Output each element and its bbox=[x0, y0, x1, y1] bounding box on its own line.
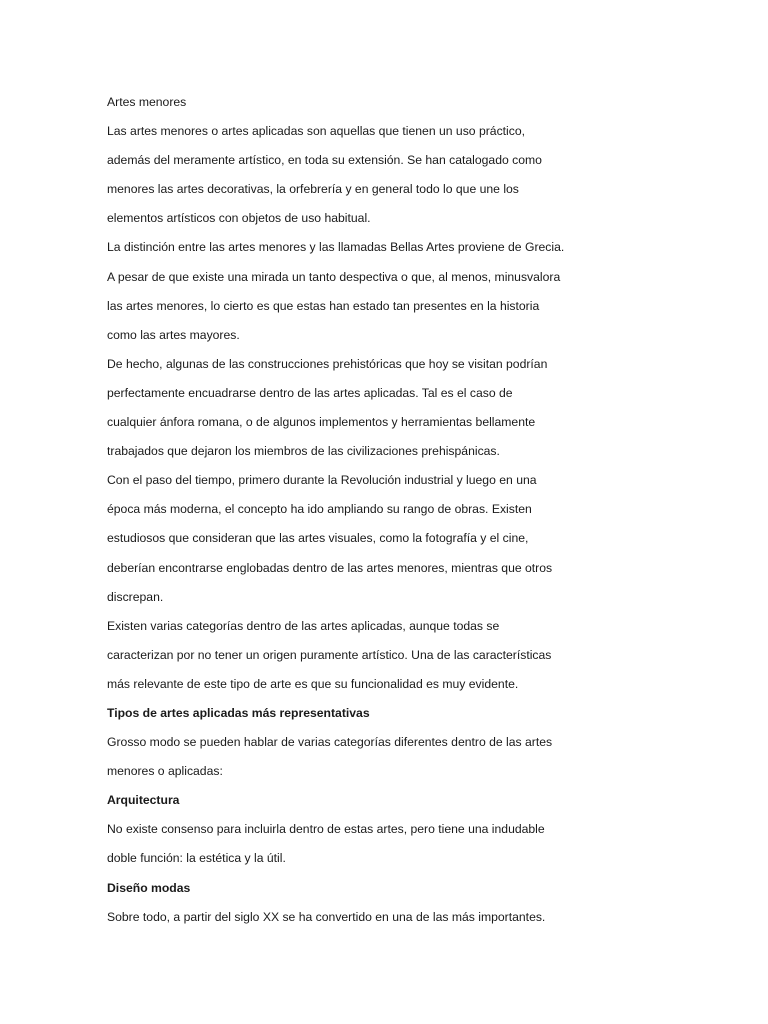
paragraph-line: Con el paso del tiempo, primero durante la Revolución industrial y luego en una bbox=[107, 473, 537, 488]
paragraph-line: más relevante de este tipo de arte es que su funcionalidad es muy evidente. bbox=[107, 676, 519, 691]
paragraph-line: caracterizan por no tener un origen puramente artístico. Una de las características bbox=[107, 647, 552, 662]
paragraph-line: deberían encontrarse englobadas dentro de las artes menores, mientras que otros bbox=[107, 560, 553, 575]
paragraph-line: De hecho, algunas de las construcciones prehistóricas que hoy se visitan podrían bbox=[107, 356, 548, 371]
paragraph-line: cualquier ánfora romana, o de algunos implementos y herramientas bellamente bbox=[107, 415, 536, 430]
paragraph-line: discrepan. bbox=[107, 589, 164, 604]
paragraph-line: como las artes mayores. bbox=[107, 327, 240, 342]
paragraph-line: A pesar de que existe una mirada un tanto despectiva o que, al menos, minusvalora bbox=[107, 269, 561, 284]
paragraph-line: además del meramente artístico, en toda su extensión. Se han catalogado como bbox=[107, 153, 542, 168]
paragraph-line: menores o aplicadas: bbox=[107, 764, 223, 779]
document-title: Artes menores bbox=[107, 95, 187, 109]
paragraph-line: No existe consenso para incluirla dentro de estas artes, pero tiene una indudable bbox=[107, 822, 545, 837]
paragraph-line: perfectamente encuadrarse dentro de las artes aplicadas. Tal es el caso de bbox=[107, 385, 513, 400]
paragraph-line: las artes menores, lo cierto es que estas han estado tan presentes en la historia bbox=[107, 298, 540, 313]
paragraph-line: doble función: la estética y la útil. bbox=[107, 851, 286, 866]
section-heading: Tipos de artes aplicadas más representativas bbox=[107, 705, 370, 720]
paragraph-line: época más moderna, el concepto ha ido ampliando su rango de obras. Existen bbox=[107, 502, 532, 517]
paragraph-line: Las artes menores o artes aplicadas son aquellas que tienen un uso práctico, bbox=[107, 124, 526, 139]
subheading-arquitectura: Arquitectura bbox=[107, 793, 180, 808]
paragraph-line: Grosso modo se pueden hablar de varias categorías diferentes dentro de las artes bbox=[107, 735, 553, 750]
paragraph-line: estudiosos que consideran que las artes visuales, como la fotografía y el cine, bbox=[107, 531, 529, 546]
paragraph-line: menores las artes decorativas, la orfebrería y en general todo lo que une los bbox=[107, 182, 519, 197]
subheading-diseno-modas: Diseño modas bbox=[107, 880, 191, 895]
document-page bbox=[107, 88, 577, 932]
paragraph-line: trabajados que dejaron los miembros de las civilizaciones prehispánicas. bbox=[107, 444, 500, 459]
paragraph-line: elementos artísticos con objetos de uso habitual. bbox=[107, 211, 371, 226]
paragraph-line: Existen varias categorías dentro de las artes aplicadas, aunque todas se bbox=[107, 618, 500, 633]
paragraph-line: La distinción entre las artes menores y las llamadas Bellas Artes proviene de Grecia. bbox=[107, 240, 565, 255]
paragraph-line: Sobre todo, a partir del siglo XX se ha convertido en una de las más importantes. bbox=[107, 909, 546, 924]
